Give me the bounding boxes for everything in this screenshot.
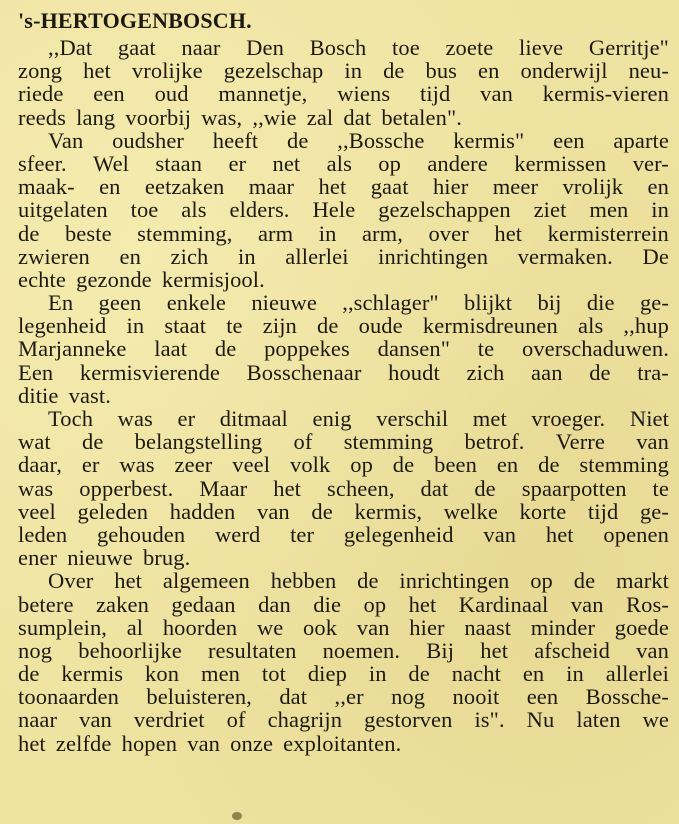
article-body — [18, 36, 669, 755]
text-line: nog behoorlijke resultaten noemen. Bij het afscheid van — [18, 637, 669, 663]
text-line: sumplein, al hoorden we ook van hier naast minder goede — [18, 614, 669, 640]
text-line: daar, er was zeer veel volk op de been en de stemming — [18, 452, 669, 478]
paper-stain — [232, 812, 242, 820]
text-line: uitgelaten toe als elders. Hele gezelschappen ziet men in — [18, 197, 669, 223]
text-line: was opperbest. Maar het scheen, dat de spaarpotten te — [18, 475, 669, 501]
text-line: zong het vrolijke gezelschap in de bus en onderwijl neu- — [18, 58, 669, 84]
article-paragraph — [18, 36, 669, 129]
text-line: Een kermisvierende Bosschenaar houdt zich aan de tra- — [18, 359, 669, 385]
text-line: riede een oud mannetje, wiens tijd van kermis-vieren — [18, 81, 669, 107]
text-line: het zelfde hopen van onze exploitanten. — [18, 730, 402, 756]
text-line: ditie vast. — [18, 382, 111, 408]
text-line: reeds lang voorbij was, ,,wie zal dat betalen". — [18, 104, 462, 130]
text-line: naar van verdriet of chagrijn gestorven is". Nu laten we — [18, 707, 669, 733]
text-line: Marjanneke laat de poppekes dansen" te overschaduwen. — [18, 336, 669, 362]
text-line: echte gezonde kermisjool. — [18, 266, 265, 292]
text-line: En geen enkele nieuwe ,,schlager" blijkt bij die ge- — [48, 290, 669, 316]
text-line: legenheid in staat te zijn de oude kermisdreunen als ,,hup — [18, 313, 669, 339]
text-line: sfeer. Wel staan er net als op andere kermissen ver- — [18, 150, 669, 176]
text-line: toonaarden beluisteren, dat ,,er nog nooit een Bossche- — [18, 684, 669, 710]
text-line: wat de belangstelling of stemming betrof. Verre van — [18, 429, 669, 455]
article-paragraph — [18, 407, 669, 569]
text-line: betere zaken gedaan dan die op het Kardinaal van Ros- — [18, 591, 669, 617]
text-line: de beste stemming, arm in arm, over het kermisterrein — [18, 220, 669, 246]
text-line: maak- en eetzaken maar het gaat hier meer vrolijk en — [18, 174, 669, 200]
text-line: zwieren en zich in allerlei inrichtingen vermaken. De — [18, 243, 669, 269]
text-line: ener nieuwe brug. — [18, 545, 191, 571]
text-line: Over het algemeen hebben de inrichtingen op de markt — [48, 568, 669, 594]
text-line: de kermis kon men tot diep in de nacht en in allerlei — [18, 661, 669, 687]
article-paragraph — [18, 569, 669, 755]
text-line: ,,Dat gaat naar Den Bosch toe zoete lieve Gerritje" — [48, 35, 669, 60]
text-line: Van oudsher heeft de ,,Bossche kermis" een aparte — [48, 127, 669, 153]
text-line: leden gehouden werd ter gelegenheid van het openen — [18, 521, 669, 547]
article-title: 's-HERTOGENBOSCH. — [18, 8, 252, 33]
article-paragraph — [18, 129, 669, 291]
text-line: veel geleden hadden van de kermis, welke korte tijd ge- — [18, 498, 669, 524]
article-paragraph — [18, 291, 669, 407]
text-line: Toch was er ditmaal enig verschil met vroeger. Niet — [48, 406, 669, 431]
